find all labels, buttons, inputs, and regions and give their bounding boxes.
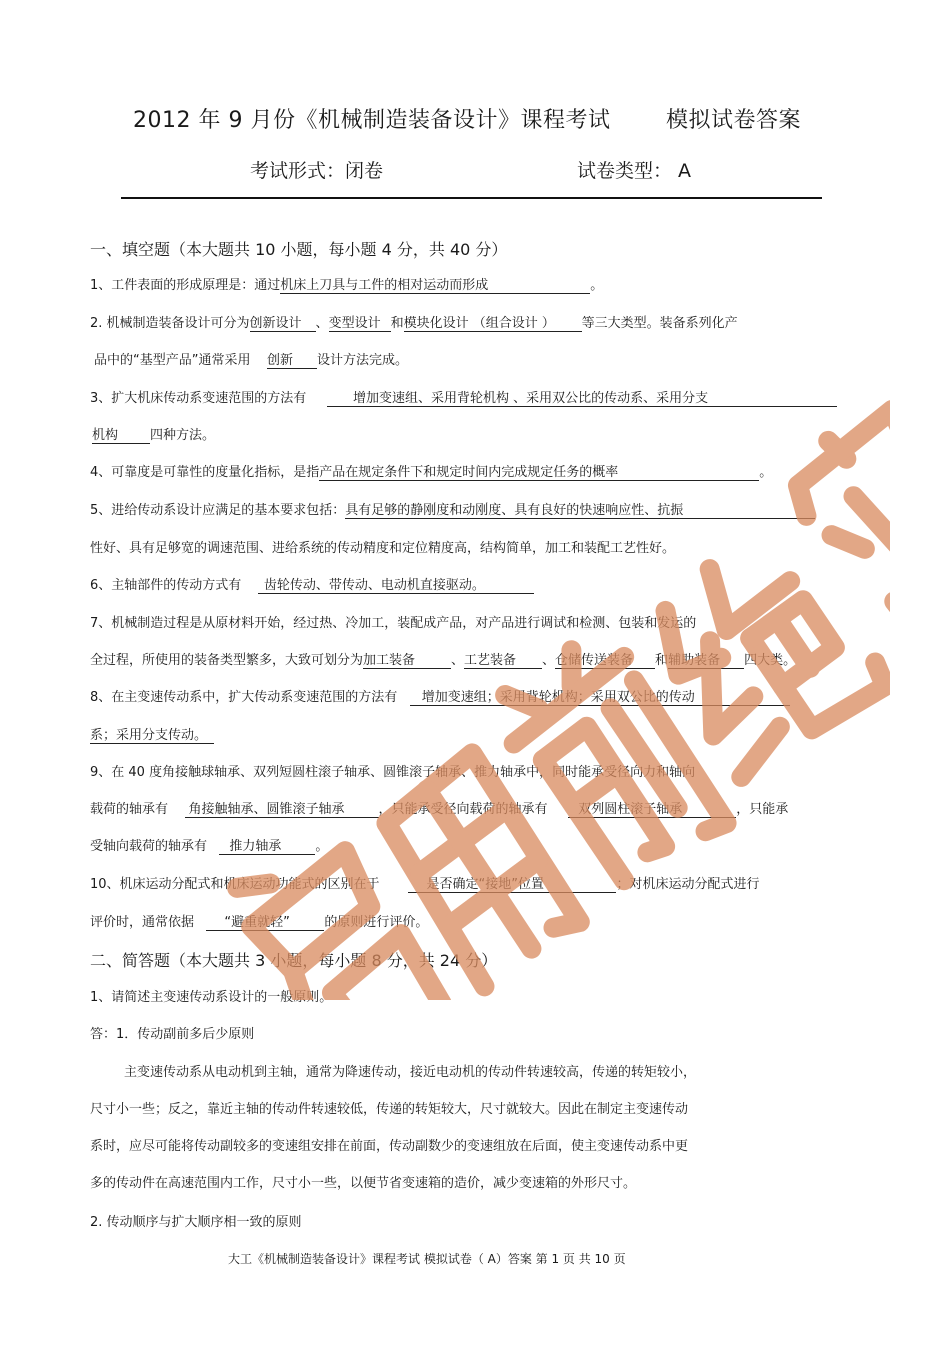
page-title: 2012 年 9 月份《机械制造装备设计》课程考试	[133, 108, 611, 133]
q7-answer-4: 辅助装备	[668, 649, 744, 669]
q4-answer: 产品在规定条件下和规定时间内完成规定任务的概率	[319, 461, 759, 481]
answer-paragraph-line: 多的传动件在高速范围内工作，尺寸小一些，以便节省变速箱的造价，减少变速箱的外形尺寸。	[90, 1176, 637, 1191]
q4-text: 4、可靠度是可靠性的度量化指标，是指	[90, 465, 320, 480]
q2-text: 2. 机械制造装备设计可分为	[90, 316, 250, 331]
q6-answer: 齿轮传动、带传动、电动机直接驱动。	[258, 574, 534, 594]
answer-paragraph-line: 主变速传动系从电动机到主轴，通常为降速传动，接近电动机的传动件转速较高，传递的转矩较小，	[124, 1065, 697, 1080]
question-3	[90, 387, 837, 407]
q2-answer-4: 创新	[267, 349, 317, 369]
q2-post: 等三大类型。装备系列化产	[581, 316, 738, 331]
q3-text: 3、扩大机床传动系变速范围的方法有	[90, 391, 307, 406]
answer-point-2: 2. 传动顺序与扩大顺序相一致的原则	[90, 1215, 302, 1230]
question-7-line-2	[90, 649, 796, 669]
question-9: 9、在 40 度角接触球轴承、双列短圆柱滚子轴承、圆锥滚子轴承、推力轴承中，同时能承受径向力和轴向	[90, 765, 696, 780]
section-heading-fill: 一、填空题（本大题共 10 小题，每小题 4 分，共 40 分）	[90, 240, 508, 259]
paper-type: 试卷类型： A	[577, 160, 692, 182]
q2-answer-1: 创新设计	[250, 312, 316, 332]
q9-answer-1: 角接触轴承、圆锥滚子轴承	[185, 798, 379, 818]
q7-sep-2: 、	[542, 653, 556, 668]
q9-mid: ，只能承受径向载荷的轴承有	[378, 802, 548, 817]
q10-text: 10、机床运动分配式和机床运动功能式的区别在于	[90, 877, 380, 892]
q3-answer-2: 机构	[92, 424, 150, 444]
page-title-suffix: 模拟试卷答案	[666, 108, 802, 133]
q9-answer-2: 双列圆柱滚子轴承	[568, 798, 736, 818]
q7-answer-3: 仓储传送装备	[555, 649, 655, 669]
question-6	[90, 574, 534, 594]
q9-answer-3: 推力轴承	[219, 835, 315, 855]
q9-text-2: 载荷的轴承有	[90, 802, 169, 817]
question-8-line-2	[90, 724, 214, 744]
q5-answer-1: 具有足够的静刚度和动刚度、具有良好的快速响应性、抗振	[345, 499, 815, 519]
q5-text: 5、进给传动系设计应满足的基本要求包括：	[90, 503, 346, 518]
question-3-line-2	[92, 424, 215, 444]
question-1	[90, 274, 603, 294]
q9-post-2: ，只能承	[736, 802, 789, 817]
q7-sep-3: 和	[655, 653, 669, 668]
section-heading-short-answer: 二、简答题（本大题共 3 小题，每小题 8 分，共 24 分）	[90, 951, 498, 970]
q9-text-3: 受轴向载荷的轴承有	[90, 839, 208, 854]
q2-sep-2: 和	[390, 316, 404, 331]
q1-post: 。	[590, 278, 604, 293]
q10-answer-1: 是否确定“接地”位置	[408, 873, 616, 893]
q4-post: 。	[759, 465, 773, 480]
q9-post-3: 。	[315, 839, 329, 854]
page-footer: 大工《机械制造装备设计》课程考试 模拟试卷（ A）答案 第 1 页 共 10 页	[228, 1252, 626, 1266]
q7-sep-1: 、	[451, 653, 465, 668]
q7-text-2: 全过程，所使用的装备类型繁多，大致可划分为	[90, 653, 364, 668]
question-9-line-2	[90, 798, 788, 818]
answer-point-1: 答：1．传动副前多后少原则	[90, 1027, 255, 1042]
answer-paragraph-line: 尺寸小一些；反之，靠近主轴的传动件转速较低，传递的转矩较大，尺寸就较大。因此在制定主变速传动	[90, 1102, 689, 1117]
question-2-line-2	[94, 349, 408, 369]
q3-answer-1: 增加变速组、采用背轮机构 、采用双公比的传动系、采用分支	[327, 387, 837, 407]
q10-post-2: 的原则进行评价。	[324, 915, 429, 930]
question-9-line-3	[90, 835, 328, 855]
short-question-1: 1、请简述主变速传动系设计的一般原则。	[90, 990, 333, 1005]
question-2	[90, 312, 738, 332]
q7-answer-1: 加工装备	[363, 649, 451, 669]
q2-text-2: 品中的“基型产品”通常采用	[94, 353, 251, 368]
q10-text-2: 评价时，通常依据	[90, 915, 195, 930]
q2-sep-1: 、	[315, 316, 329, 331]
q8-text: 8、在主变速传动系中，扩大传动系变速范围的方法有	[90, 690, 398, 705]
exam-form: 考试形式：闭卷	[250, 160, 384, 182]
header-rule	[121, 197, 822, 199]
q6-text: 6、主轴部件的传动方式有	[90, 578, 242, 593]
q10-post: ；对机床运动分配式进行	[616, 877, 760, 892]
q2-post-2: 设计方法完成。	[317, 353, 409, 368]
question-4	[90, 461, 772, 481]
q7-post: 四大类。	[744, 653, 797, 668]
q1-text: 1、工件表面的形成原理是：通过	[90, 278, 281, 293]
q7-answer-2: 工艺装备	[464, 649, 542, 669]
question-10-line-2	[90, 911, 428, 931]
q3-post: 四种方法。	[150, 428, 216, 443]
q8-answer-2: 系；采用分支传动。	[90, 724, 214, 744]
question-7: 7、机械制造过程是从原材料开始，经过热、冷加工，装配成产品，对产品进行调试和检测、包装和发运的	[90, 616, 697, 631]
answer-paragraph-line: 系时，应尽可能将传动副较多的变速组安排在前面，传动副数少的变速组放在后面，使主变速传动系中更	[90, 1139, 689, 1154]
q2-answer-3: 模块化设计 （组合设计 ）	[404, 312, 582, 332]
question-8	[90, 686, 790, 706]
question-10	[90, 873, 760, 893]
q10-answer-2: “避重就轻”	[206, 911, 324, 931]
q2-answer-2: 变型设计	[329, 312, 391, 332]
q8-answer-1: 增加变速组；采用背轮机构；采用双公比的传动	[410, 686, 790, 706]
question-5-line-2: 性好、具有足够宽的调速范围、进给系统的传动精度和定位精度高，结构简单，加工和装配工艺性好。	[90, 541, 676, 556]
question-5	[90, 499, 815, 519]
q1-answer: 机床上刀具与工件的相对运动而形成	[280, 274, 590, 294]
